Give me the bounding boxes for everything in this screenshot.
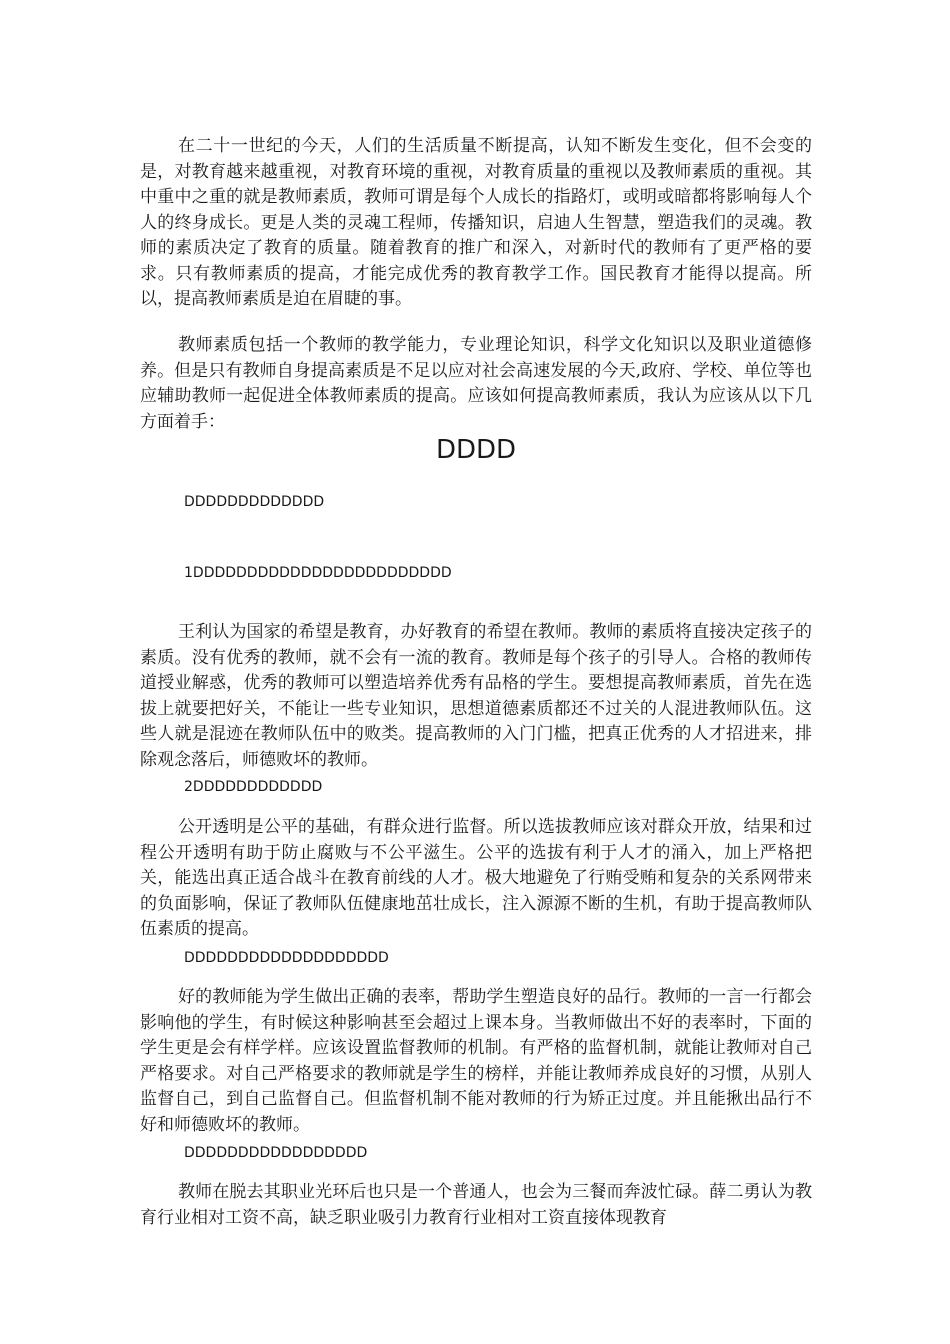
body-paragraph-salary: 教师在脱去其职业光环后也只是一个普通人，也会为三餐而奔波忙碌。薛二勇认为教育行业相对工资不高，缺乏职业吸引力教育行业相对工资直接体现教育 (140, 1182, 812, 1228)
subsection-heading-3: DDDDDDDDDDDDDDDDDDD (184, 950, 389, 966)
section-heading: DDDDDDDDDDDDD (184, 494, 325, 510)
body-paragraph-intro: 在二十一世纪的今天，人们的生活质量不断提高，认知不断发生变化，但不会变的是，对教育越来越重视，对教育环境的重视，对教育质量的重视以及教师素质的重视。其中重中之重的就是教师素质，教师可谓是每个人成长的指路灯，或明或暗都将影响每人个人的终身成长。更是人类的灵魂工程师，传播知识，启迪人生智慧，塑造我们的灵魂。教师的素质决定了教育的质量。随着教育的推广和深入，对新时代的教师有了更严格的要求。只有教师素质的提高，才能完成优秀的教育教学工作。国民教育才能得以提高。所以，提高教师素质是迫在眉睫的事。 (140, 136, 812, 309)
body-paragraph-transparency: 公开透明是公平的基础，有群众进行监督。所以选拔教师应该对群众开放，结果和过程公开透明有助于防止腐败与不公平滋生。公平的选拔有利于人才的涌入，加上严格把关，能选出真正适合战斗在教育前线的人才。极大地避免了行贿受贿和复杂的关系网带来的负面影响，保证了教师队伍健康地茁壮成长，注入源源不断的生机，有助于提高教师队伍素质的提高。 (140, 817, 812, 939)
subsection-heading-4: DDDDDDDDDDDDDDDDD (184, 1145, 368, 1161)
body-paragraph-selection: 王利认为国家的希望是教育，办好教育的希望在教师。教师的素质将直接决定孩子的素质。没有优秀的教师，就不会有一流的教育。教师是每个孩子的引导人。合格的教师传道授业解惑，优秀的教师可以塑造培养优秀有品格的学生。要想提高教师素质，首先在选拔上就要把好关，不能让一些专业知识，思想道德素质都还不过关的人混进教师队伍。这些人就是混迹在教师队伍中的败类。提高教师的入门门槛，把真正优秀的人才招进来，排除观念落后，师德败坏的教师。 (140, 622, 812, 770)
section-title: DDDD (435, 435, 517, 465)
body-paragraph-supervision: 好的教师能为学生做出正确的表率，帮助学生塑造良好的品行。教师的一言一行都会影响他的学生，有时候这种影响甚至会超过上课本身。当教师做出不好的表率时，下面的学生更是会有样学样。应该设置监督教师的机制。有严格的监督机制，就能让教师对自己严格要求。对自己严格要求的教师就是学生的榜样，并能让教师养成良好的习惯，从别人监督自己，到自己监督自己。但监督机制不能对教师的行为矫正过度。并且能揪出品行不好和师德败坏的教师。 (140, 987, 812, 1135)
subsection-heading-2: 2DDDDDDDDDDDD (184, 779, 323, 795)
body-paragraph-scope: 教师素质包括一个教师的教学能力，专业理论知识，科学文化知识以及职业道德修养。但是只有教师自身提高素质是不足以应对社会高速发展的今天,政府、学校、单位等也应辅助教师一起促进全体教师素质的提高。应该如何提高教师素质，我认为应该从以下几方面着手： (140, 335, 812, 432)
subsection-heading-1: 1DDDDDDDDDDDDDDDDDDDDDDDD (184, 565, 452, 581)
